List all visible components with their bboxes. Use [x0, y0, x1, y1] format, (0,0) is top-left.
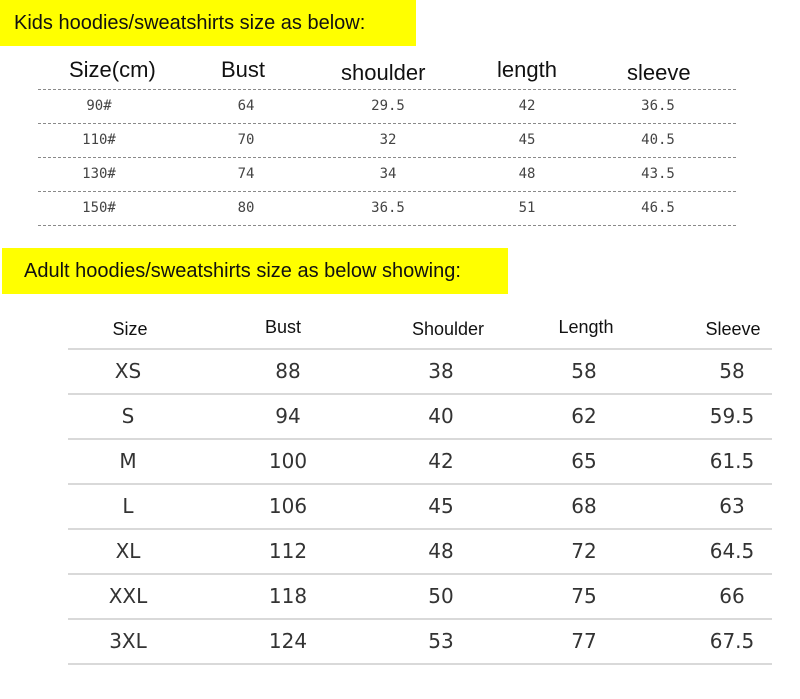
- adult-cell-sleeve: 59.5: [709, 404, 755, 428]
- adult-cell-bust: 88: [275, 359, 301, 383]
- kids-cell-sleeve: 36.5: [641, 98, 675, 114]
- kids-size-table: [38, 56, 736, 226]
- kids-header-size: Size(cm): [69, 57, 156, 82]
- adult-cell-size: XS: [114, 359, 142, 383]
- adult-table-row: [68, 438, 772, 483]
- adult-cell-bust: 100: [268, 449, 308, 473]
- adult-cell-length: 72: [571, 539, 597, 563]
- adult-cell-shoulder: 53: [428, 629, 454, 653]
- kids-table-row: [38, 123, 736, 157]
- kids-cell-length: 42: [518, 98, 536, 114]
- adult-cell-shoulder: 50: [428, 584, 454, 608]
- adult-table-row: [68, 348, 772, 393]
- adult-header-sleeve: Sleeve: [705, 319, 761, 339]
- adult-cell-size: M: [119, 449, 137, 473]
- kids-cell-sleeve: 40.5: [641, 132, 675, 148]
- kids-cell-size: 90#: [86, 98, 112, 114]
- adult-table-row: [68, 528, 772, 573]
- kids-cell-length: 45: [518, 132, 536, 148]
- adult-cell-length: 75: [571, 584, 597, 608]
- adult-cell-bust: 124: [268, 629, 308, 653]
- adult-cell-sleeve: 66: [719, 584, 745, 608]
- adult-header-shoulder: Shoulder: [411, 319, 485, 339]
- adult-cell-length: 68: [571, 494, 597, 518]
- adult-cell-bust: 106: [268, 494, 308, 518]
- kids-cell-size: 130#: [82, 166, 116, 182]
- kids-cell-sleeve: 46.5: [641, 200, 675, 216]
- kids-cell-bust: 74: [237, 166, 255, 182]
- kids-table-row: [38, 157, 736, 191]
- adult-cell-bust: 94: [275, 404, 301, 428]
- adult-table-row: [68, 393, 772, 438]
- adult-cell-length: 62: [571, 404, 597, 428]
- kids-cell-bust: 64: [237, 98, 255, 114]
- adult-cell-size: 3XL: [109, 629, 147, 653]
- adult-cell-sleeve: 67.5: [709, 629, 755, 653]
- adult-cell-size: S: [121, 404, 135, 428]
- adult-cell-length: 65: [571, 449, 597, 473]
- adult-cell-shoulder: 38: [428, 359, 454, 383]
- adult-cell-sleeve: 61.5: [709, 449, 755, 473]
- kids-size-banner: Kids hoodies/sweatshirts size as below:: [0, 0, 416, 46]
- kids-cell-size: 110#: [82, 132, 116, 148]
- adult-cell-shoulder: 45: [428, 494, 454, 518]
- adult-cell-size: XL: [115, 539, 141, 563]
- kids-header-bust: Bust: [221, 57, 266, 82]
- kids-table-header: [38, 56, 736, 89]
- kids-cell-sleeve: 43.5: [641, 166, 675, 182]
- kids-cell-size: 150#: [82, 200, 116, 216]
- adult-cell-bust: 118: [268, 584, 308, 608]
- kids-cell-length: 48: [518, 166, 536, 182]
- adult-cell-shoulder: 40: [428, 404, 454, 428]
- kids-header-sleeve: sleeve: [627, 60, 691, 85]
- adult-table-header: [68, 314, 772, 348]
- kids-table-row: [38, 89, 736, 123]
- adult-cell-bust: 112: [268, 539, 308, 563]
- adult-cell-length: 77: [571, 629, 597, 653]
- adult-cell-length: 58: [571, 359, 597, 383]
- kids-cell-bust: 80: [237, 200, 255, 216]
- kids-cell-shoulder: 36.5: [371, 200, 405, 216]
- adult-size-table: [68, 314, 772, 665]
- kids-cell-shoulder: 32: [379, 132, 397, 148]
- adult-header-size: Size: [112, 319, 148, 339]
- adult-cell-sleeve: 58: [719, 359, 745, 383]
- kids-table-row: [38, 191, 736, 226]
- kids-header-shoulder: shoulder: [341, 60, 426, 85]
- adult-table-row: [68, 483, 772, 528]
- kids-cell-bust: 70: [237, 132, 255, 148]
- adult-header-bust: Bust: [264, 317, 302, 337]
- adult-table-row: [68, 573, 772, 618]
- kids-cell-shoulder: 29.5: [371, 98, 405, 114]
- adult-cell-sleeve: 64.5: [709, 539, 755, 563]
- adult-table-row: [68, 618, 772, 665]
- kids-cell-length: 51: [518, 200, 536, 216]
- adult-cell-sleeve: 63: [719, 494, 745, 518]
- kids-cell-shoulder: 34: [379, 166, 397, 182]
- adult-cell-size: L: [122, 494, 134, 518]
- adult-header-length: Length: [558, 317, 614, 337]
- adult-cell-shoulder: 48: [428, 539, 454, 563]
- adult-cell-shoulder: 42: [428, 449, 454, 473]
- adult-size-banner: Adult hoodies/sweatshirts size as below showing:: [2, 248, 508, 294]
- adult-cell-size: XXL: [108, 584, 148, 608]
- kids-header-length: length: [497, 57, 557, 82]
